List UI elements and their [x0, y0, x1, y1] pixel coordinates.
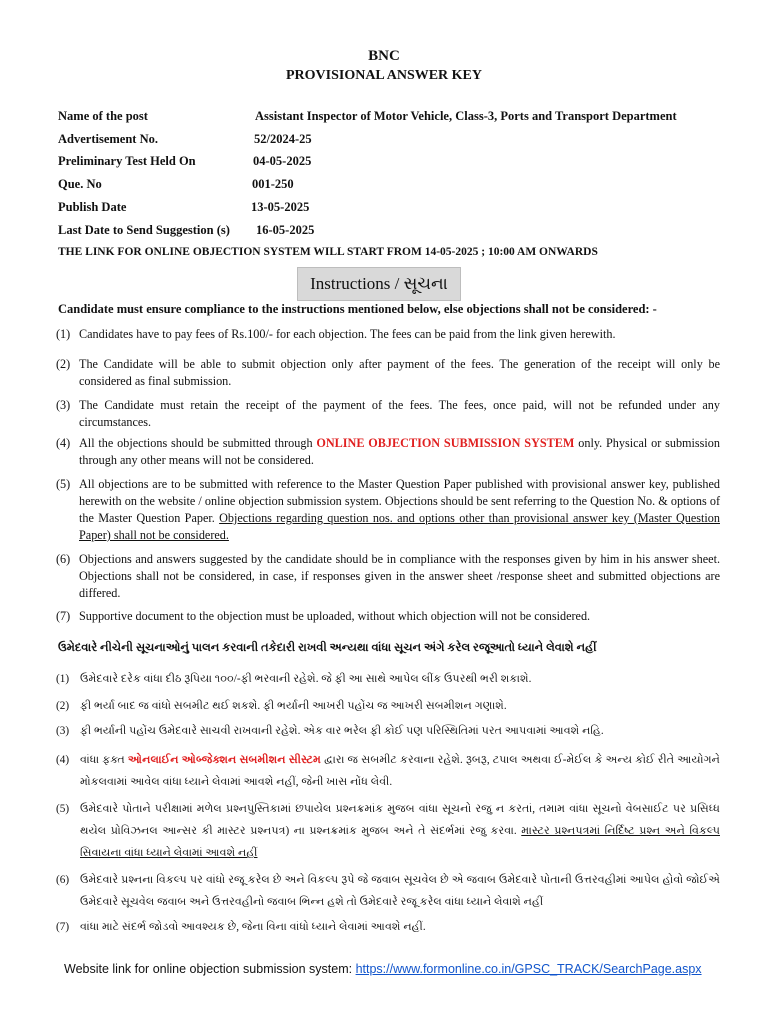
item-number: (7) — [56, 921, 70, 933]
item-text-part: દ્વારા જ સબમીટ કરવાના રહેશે. રૂબરૂ, ટપાલ અથવા ઈ-મેઈલ કે અન્ય કોઈ રીતે આયોગને મોકલવામાં આવેલ વાંધા ધ્યાને લેવામાં આવશે નહીં, જેની ખાસ નોંધ લેવી. — [80, 754, 720, 788]
item-number: (4) — [56, 754, 70, 766]
meta-value: 13-05-2025 — [251, 200, 310, 214]
underlined-note: માસ્ટર પ્રશ્નપત્રમાં નિર્દિષ્ટ પ્રશ્ન અને વિકલ્પ સિવાયના વાંધા ધ્યાને લેવામાં આવશે નહીં — [80, 825, 720, 859]
item-text-part: All objections are to be submitted with reference to the Master Question Paper published with provisional answer key, published herewith on the website / online objection submission system. Objections should be sent referring to the Question No. & options of the Master Question Paper. — [79, 477, 720, 525]
item-number: (2) — [56, 357, 71, 371]
meta-label: Que. No — [58, 177, 102, 191]
item-number: (6) — [56, 552, 71, 566]
item-number: (1) — [56, 327, 71, 341]
item-text: ફી ભર્યાની પહોંચ ઉમેદવારે સાચવી રાખવાની રહેશે. એક વાર ભરેલ ફી કોઈ પણ પરિસ્થિતિમાં પરત આપવામાં આવશે નહિ. — [80, 725, 604, 737]
item-number: (4) — [56, 436, 71, 450]
gujarati-intro: ઉમેદવારે નીચેની સૂચનાઓનું પાલન કરવાની તકેદારી રાખવી અન્યથા વાંધા સૂચન અંગે કરેલ રજૂઆતો ધ્યાને લેવાશે નહીં — [58, 642, 597, 654]
instruction-item — [56, 435, 720, 469]
item-number: (3) — [56, 398, 71, 412]
item-text: ઉમેદવારે પ્રશ્નના વિકલ્પ પર વાંધો રજૂ કરેલ છે અને વિકલ્પ રૂપે જે જવાબ સૂચવેલ છે એ જવાબ ઉમેદવારે પોતાની ઉત્તરવહીમાં આપેલ હોવો જોઈએ ઉમેદવારે સૂચવેલ જવાબ અને ઉત્તરવહીનો જવાબ ભિન્ન હશે તો ઉમેદવારે રજૂ કરેલ વાંધા ધ્યાને લેવાશે નહીં — [80, 874, 720, 908]
item-text-part: ઉમેદવારે પોતાને પરીક્ષામાં મળેલ પ્રશ્નપુસ્તિકામાં છપાયેલ પ્રશ્નક્રમાંક મુજબ વાંધા સૂચનો રજુ ન કરતાં, તમામ વાંધા સૂચનો વેબસાઈટ પર પ્રસિધ્ધ થયેલ પ્રોવિઝનલ આન્સર કી માસ્ટર પ્રશ્નપત્ર) ના પ્રશ્નક્રમાંક મુજબ અને તે સંદર્ભમાં રજુ કરવા. — [80, 803, 720, 837]
item-text: વાંધા માટે સંદર્ભ જોડવો આવશ્યક છે, જેના વિના વાંધો ધ્યાને લેવામાં આવશે નહીં. — [80, 921, 426, 933]
meta-label: Publish Date — [58, 200, 127, 214]
objection-system-link[interactable]: https://www.formonline.co.in/GPSC_TRACK/SearchPage.aspx — [355, 962, 702, 976]
meta-label: Preliminary Test Held On — [58, 154, 196, 168]
instruction-item — [56, 551, 720, 602]
gujarati-instruction-item — [56, 720, 720, 742]
item-number: (7) — [56, 609, 71, 623]
document-title: PROVISIONAL ANSWER KEY — [285, 68, 483, 83]
gujarati-instruction-item — [56, 869, 720, 913]
item-text-part: વાંધા ફક્ત — [80, 754, 128, 766]
item-number: (1) — [56, 673, 70, 685]
instructions-heading: Instructions / સૂચના — [297, 267, 461, 301]
objection-link-notice: THE LINK FOR ONLINE OBJECTION SYSTEM WILL START FROM 14-05-2025 ; 10:00 AM ONWARDS — [58, 246, 598, 258]
footer-label: Website link for online objection submission system: — [64, 962, 356, 976]
item-text — [79, 435, 720, 469]
meta-row-advertisement — [58, 132, 312, 147]
item-text — [80, 798, 720, 864]
item-number: (6) — [56, 874, 70, 886]
instruction-item — [56, 326, 720, 343]
item-text-part: All the objections should be submitted through — [79, 436, 317, 450]
gujarati-instruction-item — [56, 916, 720, 938]
item-text: ઉમેદવારે દરેક વાંધા દીઠ રૂપિયા ૧૦૦/-ફી ભરવાની રહેશે. જે ફી આ સાથે આપેલ લીંક ઉપરથી ભરી શકાશે. — [80, 673, 532, 685]
organization-name: BNC — [368, 48, 400, 64]
item-text: Objections and answers suggested by the candidate should be in compliance with the responses given by him in his answer sheet. Objections shall not be considered, in case, if responses given in the answer sheet /response sheet and submitted objections are differed. — [79, 552, 720, 600]
gujarati-instruction-item — [56, 798, 720, 864]
item-text: The Candidate must retain the receipt of the payment of the fees. The fees, once paid, will not be refunded under any circumstances. — [79, 398, 720, 429]
meta-value: 52/2024-25 — [254, 132, 312, 146]
online-objection-system-highlight: ONLINE OBJECTION SUBMISSION SYSTEM — [316, 436, 575, 450]
meta-label: Advertisement No. — [58, 132, 158, 146]
meta-value: Assistant Inspector of Motor Vehicle, Class-3, Ports and Transport Department — [255, 109, 677, 123]
online-objection-system-highlight: ઓનલાઈન ઓબ્જેક્શન સબમીશન સીસ્ટમ — [127, 754, 321, 766]
item-text-part: only. Physical or submission through any other means will not be considered. — [79, 436, 720, 467]
meta-label: Last Date to Send Suggestion (s) — [58, 223, 230, 237]
meta-label: Name of the post — [58, 109, 148, 123]
gujarati-instruction-item — [56, 695, 720, 717]
item-text: The Candidate will be able to submit objection only after payment of the fees. The generation of the receipt will only be considered as final submission. — [79, 357, 720, 388]
instruction-item — [56, 608, 720, 625]
item-text: Candidates have to pay fees of Rs.100/- for each objection. The fees can be paid from the link given herewith. — [79, 327, 616, 341]
footer — [64, 962, 702, 976]
item-text: Supportive document to the objection must be uploaded, without which objection will not be considered. — [79, 609, 591, 623]
item-text — [80, 749, 720, 793]
meta-value: 16-05-2025 — [256, 223, 315, 237]
gujarati-instruction-item — [56, 749, 720, 793]
meta-row-publish-date — [58, 200, 310, 215]
item-number: (3) — [56, 725, 70, 737]
meta-value: 04-05-2025 — [253, 154, 312, 168]
meta-row-post — [58, 109, 677, 124]
meta-row-test-date — [58, 154, 312, 169]
item-text — [79, 476, 720, 544]
instruction-item — [56, 397, 720, 431]
instructions-intro: Candidate must ensure compliance to the instructions mentioned below, else objections shall not be considered: - — [58, 302, 657, 316]
meta-value: 001-250 — [252, 177, 294, 191]
instruction-item — [56, 476, 720, 544]
item-number: (2) — [56, 700, 70, 712]
instruction-item — [56, 356, 720, 390]
meta-row-last-date — [58, 223, 315, 238]
item-number: (5) — [56, 477, 71, 491]
underlined-note: Objections regarding question nos. and options other than provisional answer key (Master Question Paper) shall not be considered. — [79, 511, 720, 542]
gujarati-instruction-item — [56, 668, 720, 690]
item-number: (5) — [56, 803, 70, 815]
item-text: ફી ભર્યા બાદ જ વાંધો સબમીટ થઈ શકશે. ફી ભર્યાની આખરી પહોંચ જ આખરી સબમીશન ગણાશે. — [80, 700, 507, 712]
meta-row-question-number — [58, 177, 294, 192]
